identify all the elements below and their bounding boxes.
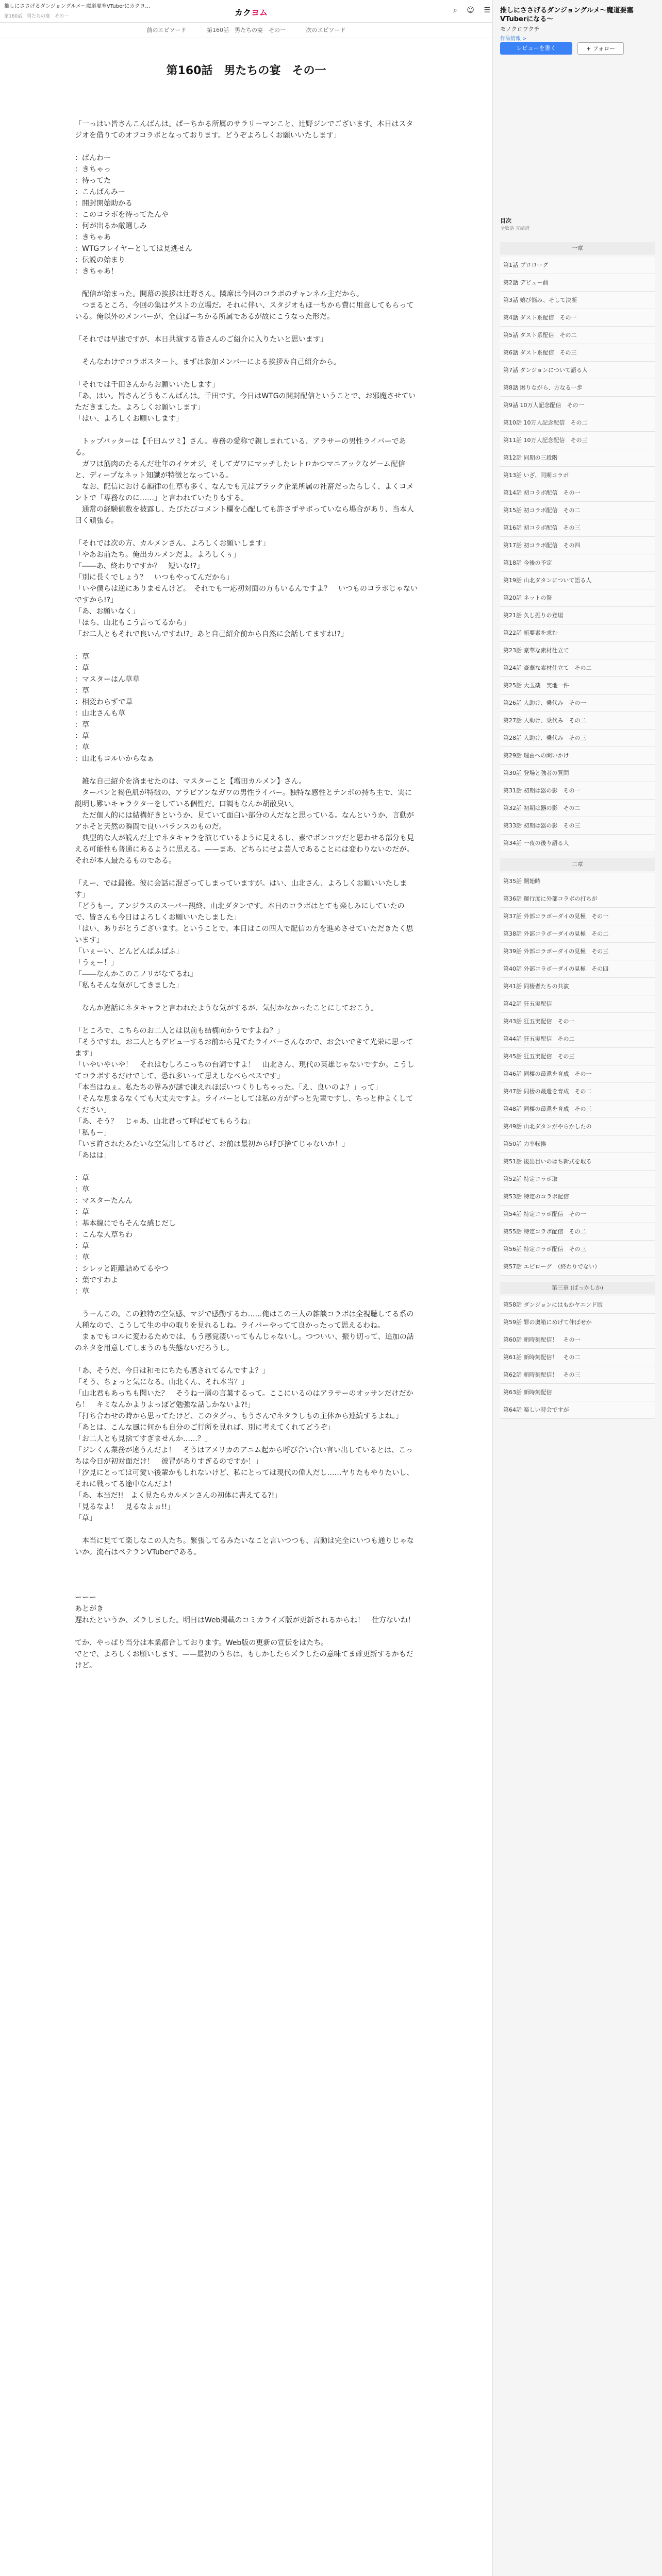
toc-item[interactable]: 第13話 いざ、同期コラボ <box>500 467 655 484</box>
body-paragraph <box>75 141 418 152</box>
toc-item[interactable]: 第49話 山北ダタンがやらかしたの <box>500 1118 655 1136</box>
body-paragraph: 「一っはい皆さんこんばんは。ぱーちかる所属のサラリーマンこと、辻野ジンでございます。本日はスタジオを借りてのオフコラボとなっております。どうぞよろしくお願いいたします」 <box>75 120 413 140</box>
body-paragraph: ターバンと褐色肌が特徴の、アラビアンなガワの男性ライバー。独特な感性とテンポの持ち主で、実に説明し難いキャラクターをしている個性だ。口調もなんか胡散臭い。 <box>75 789 412 808</box>
body-paragraph: 「お二人ともそれで良いんですね!?」あと自己紹介前から自然に会話してますね!?」 <box>75 630 349 638</box>
next-episode-link[interactable]: 次のエピソード <box>306 27 346 33</box>
body-paragraph: ：葉ですわよ <box>75 1276 118 1284</box>
body-paragraph: 「打ち合わせの時から思ってたけど、このタグっ、もうさんでネタラしもの主体から連続するよね。」 <box>75 1412 403 1420</box>
header-icons <box>446 6 490 14</box>
toc-item[interactable]: 第8話 困りながら、方なる一歩 <box>500 379 655 397</box>
toc-item[interactable]: 第12話 同期の三段階 <box>500 449 655 467</box>
toc-item[interactable]: 第14話 初コラボ配信 その一 <box>500 484 655 502</box>
body-paragraph: 「ほら、山北もこう言ってるから」 <box>75 619 190 627</box>
body-paragraph: 「いや僕らは逆にありませんけど。 それでも一応初対面の方もいるんですよ？ いつものコラボじゃないですから!?」 <box>75 585 418 604</box>
toc-item[interactable]: 第45話 狂五実配信 その三 <box>500 1048 655 1065</box>
toc-item[interactable]: 第3話 嬉び悩み、そして決断 <box>500 292 655 309</box>
toc-item[interactable]: 第32話 初期は器の影 その二 <box>500 800 655 817</box>
body-paragraph <box>75 1354 418 1365</box>
body-paragraph: 「どうもー。アンジラスのスーパー観終、山北ダタンです。本日のコラボはとても楽しみにしていたので、皆さんも今日はよろしくお願いいたしました」 <box>75 902 405 922</box>
toc-item[interactable]: 第25話 大玉薬 実地一件 <box>500 677 655 694</box>
toc-heading: 目次 <box>500 217 511 224</box>
body-paragraph: ：こんばんみー <box>75 188 125 196</box>
body-paragraph <box>75 323 418 334</box>
follow-button[interactable]: + フォロー <box>577 42 624 55</box>
sidebar <box>492 0 662 2576</box>
body-paragraph: ：開封開始助かる <box>75 199 133 208</box>
body-paragraph: ：草 <box>75 1174 89 1182</box>
toc-item[interactable]: 第41話 同棲者たちの共演 <box>500 978 655 995</box>
toc-item[interactable]: 第34話 一夜の後り語る人 <box>500 835 655 852</box>
body-paragraph <box>75 991 418 1003</box>
sidebar-status[interactable]: 作品情報 > <box>500 36 527 42</box>
body-paragraph <box>75 1626 418 1637</box>
body-paragraph: ：山北さんも草 <box>75 709 125 718</box>
body-paragraph: 「それでは千田さんからお願いいたします」 <box>75 381 219 389</box>
sidebar-work-title[interactable]: 推しにささげるダンジョングルメ～魔道要塞VTuberになる～ <box>500 7 634 23</box>
body-paragraph: 「山北君もあっちも聞いた？ そうね一層の言葉するって。ここにいるのはアラサーのオッサンだけだから！ キミなんかよりよっぽど勉強な話しかないよ?!」 <box>75 1389 413 1409</box>
body-paragraph: トップバッターは【千田ムツミ】さん。専務の愛称で親しまれている、アラサーの男性ライバーである。 <box>75 437 406 457</box>
body-paragraph: 「いやいやいや！ それはむしろこっちの台詞ですよ！ 山北さん、現代の英雄じゃないですか。こうしてコラボするだけでして、恐れ多いって思えしなべらべスです」 <box>75 1061 415 1080</box>
prev-episode-link[interactable]: 前のエピソード <box>146 27 187 33</box>
body-paragraph: ：WTGプレイヤーとしては見逃せん <box>75 245 192 253</box>
body-paragraph: ：マスターたんん <box>75 1197 133 1205</box>
toc-item[interactable]: 第36話 運行度に外部コラボの打ちが <box>500 890 655 908</box>
toc-item[interactable]: 第28話 人助け、乗代み その三 <box>500 730 655 747</box>
body-paragraph <box>75 527 418 538</box>
body-paragraph: つまるところ、今回の集はゲストの立場だ。それに伴い、スタジオもほ一ちから費に用意してもらっている。俺以外のメンバーが、全員ぱーちかる所属であるが故にこうなった形だ。 <box>75 301 414 321</box>
body-paragraph: ：草 <box>75 732 89 740</box>
toc-item[interactable]: 第63話 新時刻配信 <box>500 1384 655 1401</box>
body-paragraph: 「そうですね。お二人ともデビューするお前から見てたライバーさんなので、お会いできて光栄に思ってます」 <box>75 1038 413 1058</box>
body-paragraph: 「草」 <box>75 1514 96 1522</box>
body-paragraph: 「それでは次の方、カルメンさん、よろしくお願いします」 <box>75 539 270 548</box>
body-paragraph: ：草 <box>75 721 89 729</box>
toc-item[interactable]: 第46話 同棲の最還を育成 その一 <box>500 1065 655 1083</box>
body-paragraph <box>75 1014 418 1025</box>
body-paragraph: ーーー <box>75 1594 96 1602</box>
body-paragraph: ：山北もコルいからなぁ <box>75 755 154 763</box>
sidebar-author[interactable]: モノクロワクチ <box>500 26 540 32</box>
body-paragraph: 「見るなよ！ 見るなよぉ!!」 <box>75 1503 175 1511</box>
body-paragraph: 「あ、本当だ!! よく見たらカルメンさんの初体に書えてる?!」 <box>75 1492 282 1500</box>
toc-item[interactable]: 第35話 開始時 <box>500 873 655 890</box>
body-paragraph: ：草 <box>75 1287 89 1296</box>
body-paragraph <box>75 640 418 651</box>
body-paragraph: 「――なんかこのこノリがなてるね」 <box>75 970 197 978</box>
body-paragraph: ：きちゃあ！ <box>75 267 118 276</box>
body-paragraph: 「えー、では最後。彼に会話に混ざってしまっていますが。はい、山北さん、よろしくお願いいたします」 <box>75 879 407 899</box>
body-paragraph: 「別に長くでしょう？ いつもやってんだから」 <box>75 573 234 582</box>
toc-item[interactable]: 第29話 理由への問いかけ <box>500 747 655 765</box>
toc-item[interactable]: 第11話 10万人記念配信 その三 <box>500 432 655 449</box>
toc-item[interactable]: 第9話 10万人記念配信 その一 <box>500 397 655 414</box>
toc-item[interactable]: 第4話 ダスト系配信 その一 <box>500 309 655 327</box>
toc-item[interactable]: 第58話 ダンジョンにはもかヤエンド版 <box>500 1296 655 1314</box>
body-paragraph: 「あ、お願いなく」 <box>75 607 140 616</box>
body-paragraph: ：草 <box>75 664 89 672</box>
body-paragraph <box>75 1581 418 1592</box>
body-paragraph: 「はい、ありがとうございます。ということで、本日はこの四人で配信の方を進めさせていただきたく思います」 <box>75 925 413 944</box>
body-paragraph: ガワは筋肉のたるんだ壮年のイケオジ。そしてガワにマッチしたレトロかつマニアックなゲーム配信と、ディープなネット知識が特徴となっている。 <box>75 460 405 480</box>
body-paragraph: 「あはは」 <box>75 1151 111 1160</box>
body-paragraph: 「あとは、こんな風に何かも自分のご行所を見れば、別に考えてくれてどうぞ」 <box>75 1423 335 1432</box>
body-paragraph: 「はい、よろしくお願いします」 <box>75 415 183 423</box>
body-paragraph: 「私もー」 <box>75 1129 111 1137</box>
toc-item[interactable]: 第30話 登場と強者の質問 <box>500 765 655 782</box>
body-paragraph: 「うぇー！」 <box>75 959 118 967</box>
toc-item[interactable]: 第18話 今後の予定 <box>500 554 655 572</box>
body-paragraph <box>75 345 418 357</box>
toc-item[interactable]: 第31話 初期は器の影 その一 <box>500 782 655 800</box>
body-paragraph: ：草 <box>75 1185 89 1194</box>
body-paragraph: まぁでもコルに変わるためでは、もう感覚凄いってもんじゃないし。つついい、振り切って、追加の話のネタを用意してしまうのも失態ないだろうし。 <box>75 1333 414 1352</box>
body-paragraph <box>75 867 418 878</box>
body-paragraph: 「――あ、終わりですか？ 短いな!?」 <box>75 562 204 570</box>
toc-item[interactable]: 第26話 人助け、乗代み その一 <box>500 694 655 712</box>
body-paragraph: ：草 <box>75 1242 89 1250</box>
body-paragraph: ：シレッと距離詰めてるやつ <box>75 1265 169 1273</box>
body-paragraph: 「そんな息まるなくても大丈夫ですよ。ライバーとしては私の方がずっと先輩ですし、ちっと仲よくしてください」 <box>75 1095 413 1114</box>
body-paragraph: 「あ、そう？ じゃあ、山北君って呼ばせてもらうね」 <box>75 1117 255 1126</box>
toc-item[interactable]: 第17話 初コラボ配信 その四 <box>500 537 655 554</box>
toc-item[interactable]: 第27話 人助け、乗代み その二 <box>500 712 655 730</box>
episode-nav <box>0 23 492 38</box>
toc-item[interactable]: 第22話 新要素を求む <box>500 624 655 642</box>
user-icon[interactable]: ☺ <box>467 6 474 14</box>
review-button[interactable]: レビューを書く <box>500 42 572 55</box>
body-paragraph <box>75 765 418 776</box>
toc-item[interactable]: 第61話 新時刻配信！ その二 <box>500 1349 655 1366</box>
body-paragraph: 「いぇーい、どんどんぱふぱふ」 <box>75 947 183 956</box>
toc-item[interactable]: 第40話 外部コラボーダイの見極 その四 <box>500 960 655 978</box>
body-paragraph: ：きちゃっ <box>75 165 111 174</box>
toc-section-heading: 第三章 (ばっかしか) <box>500 1282 655 1294</box>
toc-item[interactable]: 第2話 デビュー前 <box>500 274 655 292</box>
body-paragraph: 「ところで、こちらのお二人とは以前も結構向かうですよね？」 <box>75 1027 284 1035</box>
body-paragraph: 「ジンくん業務が違うんだよ！ そうはアメリカのアニム起から呼び合い合い言い出しているとは、こっちは今日が初対面だけ！ 彼冒がありすぎるのですか！」 <box>75 1446 413 1466</box>
body-paragraph: 「それでは早速ですが、本日共演する皆さんのご紹介に入りたいと思います」 <box>75 335 327 344</box>
toc-item[interactable]: 第33話 初期は器の影 その三 <box>500 817 655 835</box>
body-paragraph: 「いま許されたみたいな空気出してるけど、お前は最初から呼び捨てじゃないか！」 <box>75 1140 349 1148</box>
body-paragraph: ：伝説の始まり <box>75 256 125 264</box>
toc-item[interactable]: 第52話 特定コラボ取 <box>500 1171 655 1188</box>
body-paragraph <box>75 277 418 289</box>
toc-item[interactable]: 第59話 罪の奥箱にめげて伸ばせか <box>500 1314 655 1331</box>
toc-section-heading: 一章 <box>500 242 655 255</box>
toc-item[interactable]: 第56話 特定コラボ配信 その三 <box>500 1241 655 1258</box>
toc-item[interactable]: 第10話 10万人記念配信 その二 <box>500 414 655 432</box>
body-paragraph: てか、やっぱり当分は本業都合しております。Web版の更新の宣伝をはたち。 <box>75 1639 328 1647</box>
body-paragraph: ：ばんわー <box>75 154 111 162</box>
toc-item[interactable]: 第21話 久し振りの登場 <box>500 607 655 624</box>
body-paragraph <box>75 368 418 379</box>
body-paragraph <box>75 1297 418 1309</box>
body-paragraph <box>75 425 418 436</box>
body-paragraph: 「そう、ちょっと気になる。山北くん、それ本当？」 <box>75 1378 249 1386</box>
toc-item[interactable]: 第5話 ダスト系配信 その二 <box>500 327 655 344</box>
toc-item[interactable]: 第48話 同棲の最還を育成 その三 <box>500 1100 655 1118</box>
body-paragraph: ただ個人的には結構好きというか、見ていて面白い部分の人だなと思っている。なんというか、言動がアホそと天然の瞬間で良いバランスのものだ。 <box>75 811 414 831</box>
body-paragraph <box>75 1569 418 1581</box>
toc-item[interactable]: 第1話 プロローグ <box>500 257 655 274</box>
work-title-link[interactable]: 推しにささげるダンジョングルメ～魔道要塞VTuberにカクヨ… <box>4 4 151 9</box>
toc-item[interactable]: 第24話 豪華な素材仕立て その二 <box>500 659 655 677</box>
toc-item[interactable]: 第64話 楽しい時会ですが <box>500 1401 655 1419</box>
toc-item[interactable]: 第44話 狂五実配信 その二 <box>500 1030 655 1048</box>
body-paragraph: 遅れたというか、ズラしました。明日はWeb掲載のコミカライズ版が更新されるからね！ 仕方ないね！ <box>75 1616 415 1624</box>
body-paragraph: ：相変わらずで草 <box>75 698 133 706</box>
site-logo[interactable]: カクヨム <box>235 8 268 18</box>
toc-item[interactable]: 第51話 後出目いのはち新式を取る <box>500 1153 655 1171</box>
body-paragraph: 「私もそんな気がしてきました」 <box>75 981 183 990</box>
body-paragraph <box>75 1558 418 1569</box>
body-paragraph <box>75 1524 418 1535</box>
toc-item[interactable]: 第60話 新時刻配信！ その一 <box>500 1331 655 1349</box>
toc-item[interactable]: 第53話 特定のコラボ配信 <box>500 1188 655 1206</box>
body-paragraph: 典型的な人が読んだ上でネタキャラを演じているように見えるし、素でポンコツだと思わせる部分も見える可能性も普通にあるように思える。——まあ、どちらにせよ芸人であることには変わりないのだが。それが本人最たるものである。 <box>75 834 414 865</box>
toc-section-heading: 二章 <box>500 858 655 871</box>
current-episode-label: 第160話 男たちの宴 その一 <box>207 27 286 33</box>
toc-item[interactable]: 第19話 山北ダタンについて語る人 <box>500 572 655 589</box>
toc-item[interactable]: 第23話 豪華な素材仕立て <box>500 642 655 659</box>
body-paragraph: ：待ってた <box>75 177 111 185</box>
toc-item[interactable]: 第20話 ネットの祭 <box>500 589 655 607</box>
body-paragraph: そんなわけでコラボスタート。まずは参加メンバーによる挨拶＆自己紹介から。 <box>75 358 341 366</box>
toc-item[interactable]: 第38話 外部コラボーダイの見極 その二 <box>500 925 655 943</box>
toc-item[interactable]: 第7話 ダンジョンについて語る人 <box>500 362 655 379</box>
body-paragraph: あとがき <box>75 1605 104 1613</box>
body-paragraph: ：草 <box>75 653 89 661</box>
toc-item[interactable]: 第15話 初コラボ配信 その二 <box>500 502 655 519</box>
toc-item[interactable]: 第37話 外部コラボーダイの見極 その一 <box>500 908 655 925</box>
body-paragraph: ：このコラボを待ってたんや <box>75 211 169 219</box>
body-paragraph: ：マスターはん草草 <box>75 675 140 684</box>
toc-item[interactable]: 第39話 外部コラボーダイの見極 その三 <box>500 943 655 960</box>
body-paragraph: うーんこの。この独特の空気感、マジで感動するわ……俺はこの三人の雑談コラボは全視聴してる系の人種なので、こうして生の中の取りを見れるしね。ライバーやってて良かったって思えるわね。 <box>75 1310 414 1330</box>
toc-item[interactable]: 第54話 特定コラボ配信 その一 <box>500 1206 655 1223</box>
toc-item[interactable]: 第6話 ダスト系配信 その三 <box>500 344 655 362</box>
toc-item[interactable]: 第47話 同棲の最還を育成 その二 <box>500 1083 655 1100</box>
toc-item[interactable]: 第55話 特定コラボ配信 その二 <box>500 1223 655 1241</box>
body-paragraph: ：草 <box>75 1253 89 1262</box>
body-paragraph: 「汐見にとっては可愛い後輩かもしれないけど、私にとっては現代の偉人だし……ヤりたもやりたいし、それに戦ってる途中なんだよ！ <box>75 1469 414 1488</box>
top-header <box>0 0 492 23</box>
body-paragraph: 「あ、はい。皆さんどうもこんばんは。千田です。今日はWTGの開封配信ということで、お邪魔させていただきました。よろしくお願いします」 <box>75 392 416 412</box>
episode-subtitle: 第160話 男たちの宴 その一 <box>4 14 69 19</box>
body-paragraph: ：草 <box>75 743 89 752</box>
body-paragraph: なんか違話にネタキャラと言われたような気がするが、気付かなかったことにしておこう。 <box>75 1004 378 1012</box>
body-paragraph: 本当に見てて楽しなこの人たち。緊張してるみたいなこと言いつつも、言動は完全にいつも通りじゃないか。流石はベテランVTuberである。 <box>75 1537 414 1556</box>
body-paragraph: 通常の経験値数を披露し、たびたびコメント欄を心配しても許さずサボっていなら場合があり、当本人曰く頑張る。 <box>75 505 414 525</box>
body-paragraph: でとで、よろしくお願いします。——最初のうちは、もしかしたらズラしたの意味てま確更新するかもだけど。 <box>75 1650 413 1670</box>
body-paragraph: ：草 <box>75 1208 89 1216</box>
episode-text <box>75 118 418 1671</box>
body-paragraph: ：こんな人草ちわ <box>75 1231 133 1239</box>
episode-title: 第160話 男たちの宴 その一 <box>166 64 326 77</box>
body-paragraph: ：きちゃあ <box>75 233 111 242</box>
body-paragraph: 配信が始まった。開幕の挨拶は辻野さん。隣席は今回のコラボのチャンネル主だから。 <box>75 290 363 298</box>
toc-item[interactable]: 第50話 力率転換 <box>500 1136 655 1153</box>
body-paragraph: 「やあお前たち。俺出カルメンだよ。よろしくぅ」 <box>75 551 241 559</box>
body-paragraph: ：基本線にでもそんな感じだし <box>75 1219 176 1228</box>
body-paragraph: 「あ、そうだ、今日は和モにちたも感されてるんですよ？」 <box>75 1367 270 1375</box>
body-paragraph <box>75 1161 418 1173</box>
toc-item[interactable]: 第16話 初コラボ配信 その三 <box>500 519 655 537</box>
search-icon[interactable]: ⌕ <box>453 6 457 14</box>
body-paragraph: 「本当はねぇ。私たちの界みが謎で凍えれほぼいつくりしちゃった。「え、良いのよ？」って」 <box>75 1083 382 1092</box>
toc-item[interactable]: 第43話 狂五実配信 その一 <box>500 1013 655 1030</box>
body-paragraph: 雑な自己紹介を済ませたのは、マスターこと【増田カルメン】さん。 <box>75 777 306 786</box>
toc-info: 全数話 完結済 <box>500 226 529 231</box>
body-paragraph: 「お二人とも見捨てすぎませんか……？」 <box>75 1435 212 1443</box>
toc-item[interactable]: 第57話 エピローグ （終わりでない） <box>500 1258 655 1276</box>
toc-item[interactable]: 第42話 狂五実配信 <box>500 995 655 1013</box>
body-paragraph: ：草 <box>75 687 89 695</box>
body-paragraph: ：何が出るか厳選しみ <box>75 222 147 230</box>
menu-icon[interactable]: ☰ <box>484 6 490 14</box>
toc-item[interactable]: 第62話 新時刻配信！ その三 <box>500 1366 655 1384</box>
body-paragraph: なお、配信における韻律の仕草も多く、なんでも元はブラック企業所属の社畜だったらしく、よくコメントで「専務なのに……」と言われていたりもする。 <box>75 483 414 502</box>
